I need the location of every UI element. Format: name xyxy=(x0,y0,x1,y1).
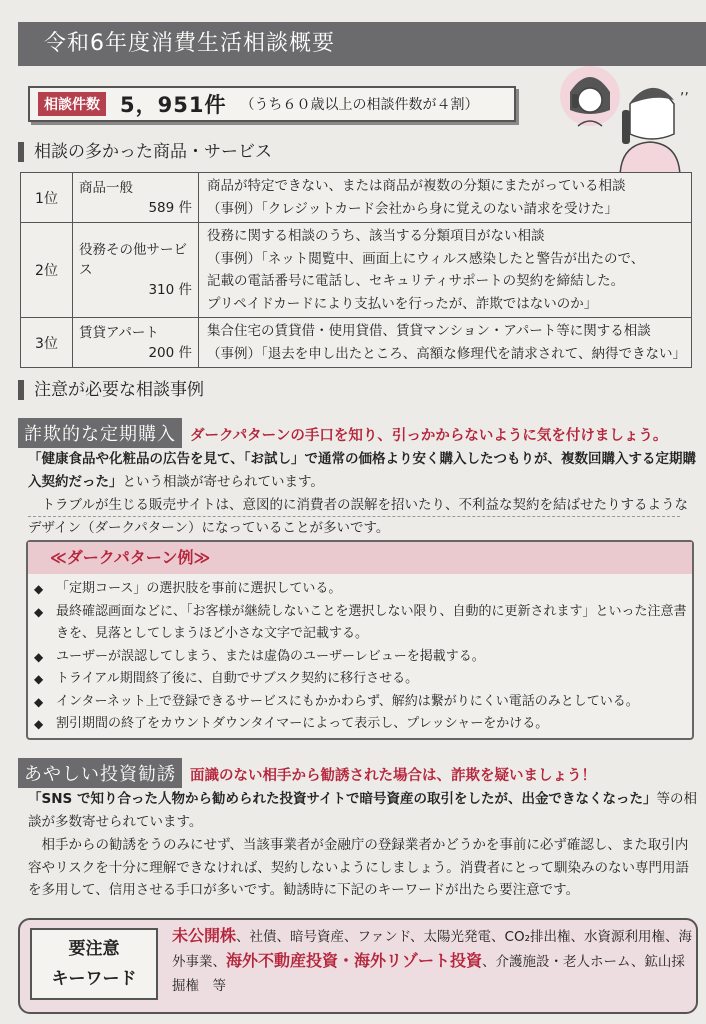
case1-quote-text: 「健康食品や化粧品の広告を見て、「お試し」で通常の価格より安く購入したつもりが、複数回購入する定期購入契約だった」 xyxy=(28,451,696,490)
keyword-text: 、社債、暗号資産、ファンド、太陽光発電、CO₂排出権、水資源利用権、海外事業、 xyxy=(172,929,692,970)
rank-cell: 2位 xyxy=(21,223,73,318)
category-name: 賃貸アパート xyxy=(79,324,159,341)
table-row xyxy=(21,173,692,223)
dark-pattern-title: ≪ダークパターン例≫ xyxy=(28,542,692,574)
list-item: ◆ 最終確認画面などに、「お客様が継続しないことを選択しない限り、自動的に更新されます」といった注意書きを、見落としてしまうほど小さな文字で記載する。 xyxy=(34,601,688,646)
keyword-list xyxy=(172,924,692,998)
category-name: 役務その他サービス xyxy=(79,242,187,278)
section-heading-top-products: 相談の多かった商品・サービス xyxy=(18,142,272,162)
keyword-label xyxy=(30,928,158,1000)
description-line: （事例）「退去を申し出たところ、高額な修理代を請求されて、納得できない」 xyxy=(207,345,686,362)
category-count: 310 件 xyxy=(148,282,192,298)
count-label: 相談件数 xyxy=(38,92,106,116)
keyword-label-line1: 要注意 xyxy=(68,939,120,959)
section-heading-cases: 注意が必要な相談事例 xyxy=(18,380,204,400)
description-line: 役務に関する相談のうち、該当する分類項目がない相談 xyxy=(207,228,545,244)
case2-quote-text: 「SNS で知り合った人物から勧められた投資サイトで暗号資産の取引をしたが、出金できなくなった」 xyxy=(28,791,657,807)
description-cell xyxy=(199,173,692,223)
category-name: 商品一般 xyxy=(79,179,133,196)
category-cell xyxy=(73,223,199,318)
keyword-label-line2: キーワード xyxy=(51,969,137,989)
category-cell xyxy=(73,318,199,368)
keyword-text: 、介護施設・老人ホーム、鉱山採掘権 等 xyxy=(172,954,685,994)
rank-cell: 3位 xyxy=(21,318,73,368)
case2-body: 相手からの勧誘をうのみにせず、当該事業者が金融庁の登録業者かどうかを事前に必ず確認し、また取引内容やリスクを十分に理解できなければ、契約しないようにしましょう。消費者にとって馴染みのない専門用語を多用して、信用させる手口が多いです。勧誘時に下記のキーワードが出たら要注意です。 xyxy=(28,837,689,898)
case1-quote-suffix: という相談が寄せられています。 xyxy=(122,473,324,490)
description-line: プリペイドカードにより支払いを行ったが、詐欺ではないのか」 xyxy=(207,295,598,312)
description-cell xyxy=(199,223,692,318)
divider xyxy=(28,516,680,517)
description-line: （事例）「ネット閲覧中、画面上にウィルス感染したと警告が出たので、 xyxy=(207,250,645,267)
dark-pattern-list xyxy=(34,578,688,736)
list-item: ◆ インターネット上で登録できるサービスにもかかわらず、解約は繋がりにくい電話のみとしている。 xyxy=(34,691,688,714)
description-line: 記載の電話番号に電話し、セキュリティサポートの契約を締結した。 xyxy=(207,273,625,289)
case1-tagline: ダークパターンの手口を知り、引っかからないように気を付けましょう。 xyxy=(190,428,668,444)
count-note: （うち６０歳以上の相談件数が４割） xyxy=(240,97,479,113)
case2-banner: あやしい投資勧誘 xyxy=(18,758,182,788)
list-item: ◆ 割引期間の終了をカウントダウンタイマーによって表示し、プレッシャーをかける。 xyxy=(34,713,688,736)
keyword-highlight: 海外不動産投資・海外リゾート投資 xyxy=(226,951,483,970)
list-item: ◆ ユーザーが誤認してしまう、または虚偽のユーザーレビューを掲載する。 xyxy=(34,646,688,669)
description-line: 商品が特定できない、または商品が複数の分類にまたがっている相談 xyxy=(207,178,626,194)
table-row xyxy=(21,223,692,318)
phone-call-illustration xyxy=(552,64,702,178)
case2-tagline: 面識のない相手から勧誘された場合は、詐欺を疑いましょう！ xyxy=(190,768,596,784)
case1-quote xyxy=(28,448,696,493)
keyword-highlight: 未公開株 xyxy=(172,926,237,945)
description-line: （事例）「クレジットカード会社から身に覚えのない請求を受けた」 xyxy=(207,200,619,217)
case2-quote-suffix: 等の相談が多数寄せられています。 xyxy=(28,791,697,830)
case1-body: トラブルが生じる販売サイトは、意図的に消費者の誤解を招いたり、不利益な契約を結ばせたりするようなデザイン（ダークパターン）になっていることが多いです。 xyxy=(28,497,689,536)
list-item: ◆ 「定期コース」の選択肢を事前に選択している。 xyxy=(34,578,688,601)
category-count: 200 件 xyxy=(148,344,192,361)
list-item: ◆ トライアル期間終了後に、自動でサブスク契約に移行させる。 xyxy=(34,668,688,691)
category-count: 589 件 xyxy=(148,199,192,216)
count-value: 5，951件 xyxy=(120,93,227,117)
svg-text:,,: ,, xyxy=(680,82,689,98)
case1-banner: 詐欺的な定期購入 xyxy=(18,418,182,448)
category-cell xyxy=(73,173,199,223)
description-line: 集合住宅の賃貸借・使用貸借、賃貸マンション・アパート等に関する相談 xyxy=(207,323,651,339)
table-row xyxy=(21,318,692,368)
consultation-count-box xyxy=(28,86,516,122)
case2-quote xyxy=(28,788,700,833)
ranking-table xyxy=(20,172,692,368)
page-title: 令和6年度消費生活相談概要 xyxy=(18,22,706,66)
description-cell xyxy=(199,318,692,368)
rank-cell: 1位 xyxy=(21,173,73,223)
